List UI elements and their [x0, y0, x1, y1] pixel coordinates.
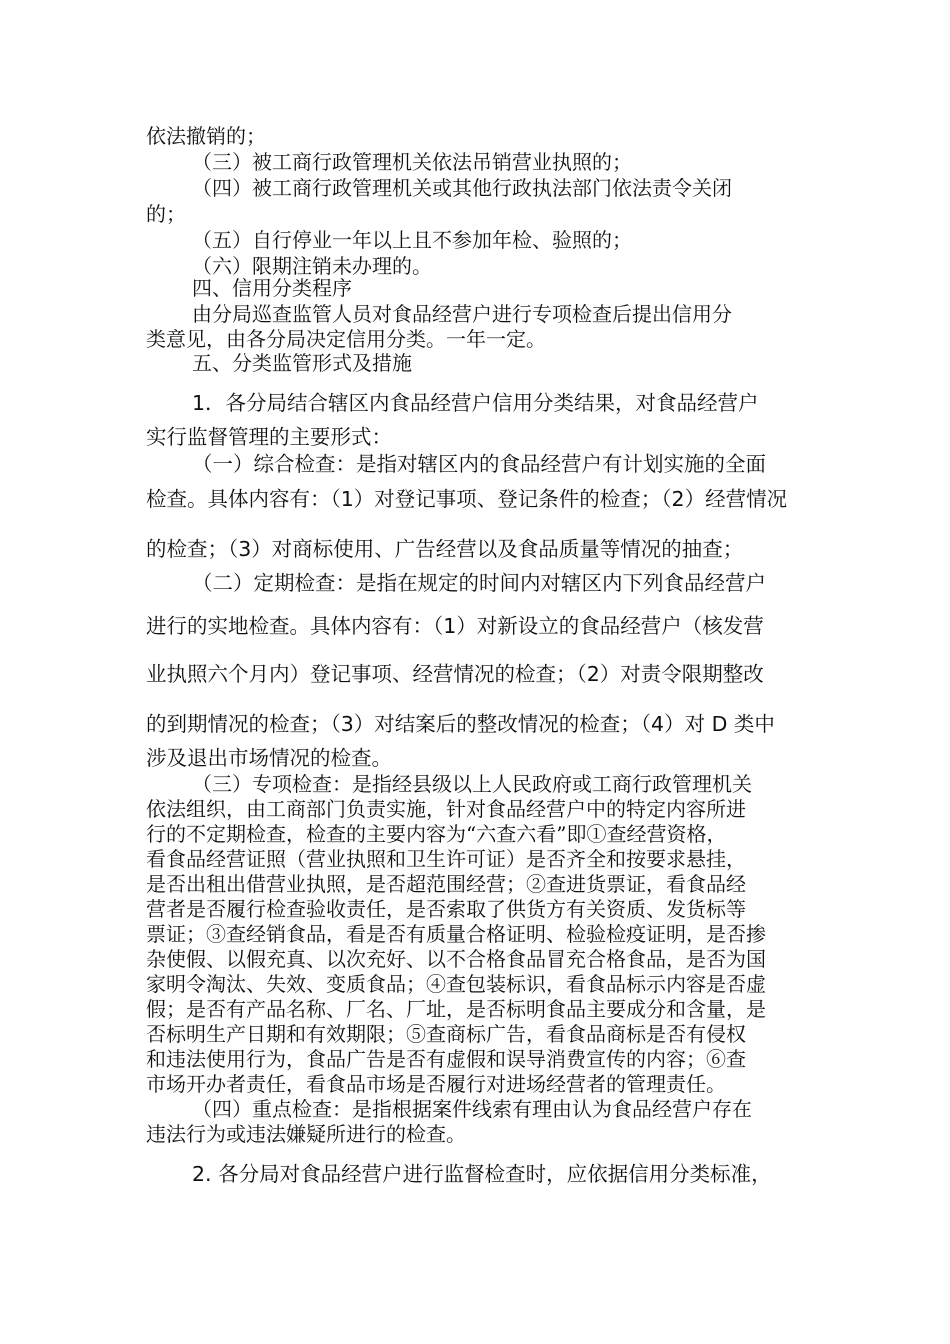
- text-line: 和违法使用行为，食品广告是否有虚假和误导消费宣传的内容；⑥查: [146, 1047, 746, 1071]
- text-line: 市场开办者责任，看食品市场是否履行对进场经营者的管理责任。: [146, 1072, 726, 1096]
- text-line: 依法撤销的；: [146, 124, 266, 148]
- text-line: （五）自行停业一年以上且不参加年检、验照的；: [192, 228, 632, 252]
- text-line: 票证；③查经销食品，看是否有质量合格证明、检验检疫证明，是否掺: [146, 922, 766, 946]
- text-line: （二）定期检查：是指在规定的时间内对辖区内下列食品经营户: [192, 571, 766, 595]
- text-line: 类意见，由各分局决定信用分类。一年一定。: [146, 327, 546, 351]
- text-line: 是否出租出借营业执照，是否超范围经营；②查进货票证，看食品经: [146, 872, 746, 896]
- text-line: 依法组织，由工商部门负责实施，针对食品经营户中的特定内容所进: [146, 797, 746, 821]
- text-line: （四）重点检查：是指根据案件线索有理由认为食品经营户存在: [192, 1097, 752, 1121]
- text-line: 由分局巡查监管人员对食品经营户进行专项检查后提出信用分: [192, 302, 732, 326]
- text-line: （六）限期注销未办理的。: [192, 254, 432, 278]
- text-line: 家明令淘汰、失效、变质食品；④查包装标识，看食品标示内容是否虚: [146, 972, 766, 996]
- text-line: 检查。具体内容有：（1）对登记事项、登记条件的检查；（2）经营情况: [146, 487, 788, 511]
- text-line: 1．各分局结合辖区内食品经营户信用分类结果，对食品经营户: [192, 391, 759, 415]
- text-line: 营者是否履行检查验收责任，是否索取了供货方有关资质、发货标等: [146, 897, 746, 921]
- text-line: 违法行为或违法嫌疑所进行的检查。: [146, 1122, 466, 1146]
- text-line: （一）综合检查：是指对辖区内的食品经营户有计划实施的全面: [192, 452, 766, 476]
- text-line: 实行监督管理的主要形式：: [146, 425, 392, 449]
- text-line: 假；是否有产品名称、厂名、厂址，是否标明食品主要成分和含量，是: [146, 997, 766, 1021]
- text-line: 业执照六个月内）登记事项、经营情况的检查；（2）对责令限期整改: [146, 662, 764, 686]
- text-line: 行的不定期检查，检查的主要内容为“六查六看”即①查经营资格，: [146, 822, 727, 846]
- text-line: （三）被工商行政管理机关依法吊销营业执照的；: [192, 150, 632, 174]
- text-line: 杂使假、以假充真、以次充好、以不合格食品冒充合格食品，是否为国: [146, 947, 766, 971]
- text-line: 的到期情况的检查；（3）对结案后的整改情况的检查；（4）对 D 类中: [146, 712, 775, 736]
- text-line: （三）专项检查：是指经县级以上人民政府或工商行政管理机关: [192, 772, 752, 796]
- text-line: 看食品经营证照（营业执照和卫生许可证）是否齐全和按要求悬挂，: [146, 847, 746, 871]
- section-heading: 五、分类监管形式及措施: [192, 351, 412, 375]
- text-line: 2. 各分局对食品经营户进行监督检查时，应依据信用分类标准，: [192, 1162, 772, 1186]
- text-line: 进行的实地检查。具体内容有：（1）对新设立的食品经营户（核发营: [146, 614, 764, 638]
- section-heading: 四、信用分类程序: [192, 276, 352, 300]
- text-line: 的检查；（3）对商标使用、广告经营以及食品质量等情况的抽查；: [146, 537, 744, 561]
- text-line: 否标明生产日期和有效期限；⑤查商标广告，看食品商标是否有侵权: [146, 1022, 746, 1046]
- text-line: 的；: [146, 202, 186, 226]
- text-line: （四）被工商行政管理机关或其他行政执法部门依法责令关闭: [192, 176, 732, 200]
- text-line: 涉及退出市场情况的检查。: [146, 746, 392, 770]
